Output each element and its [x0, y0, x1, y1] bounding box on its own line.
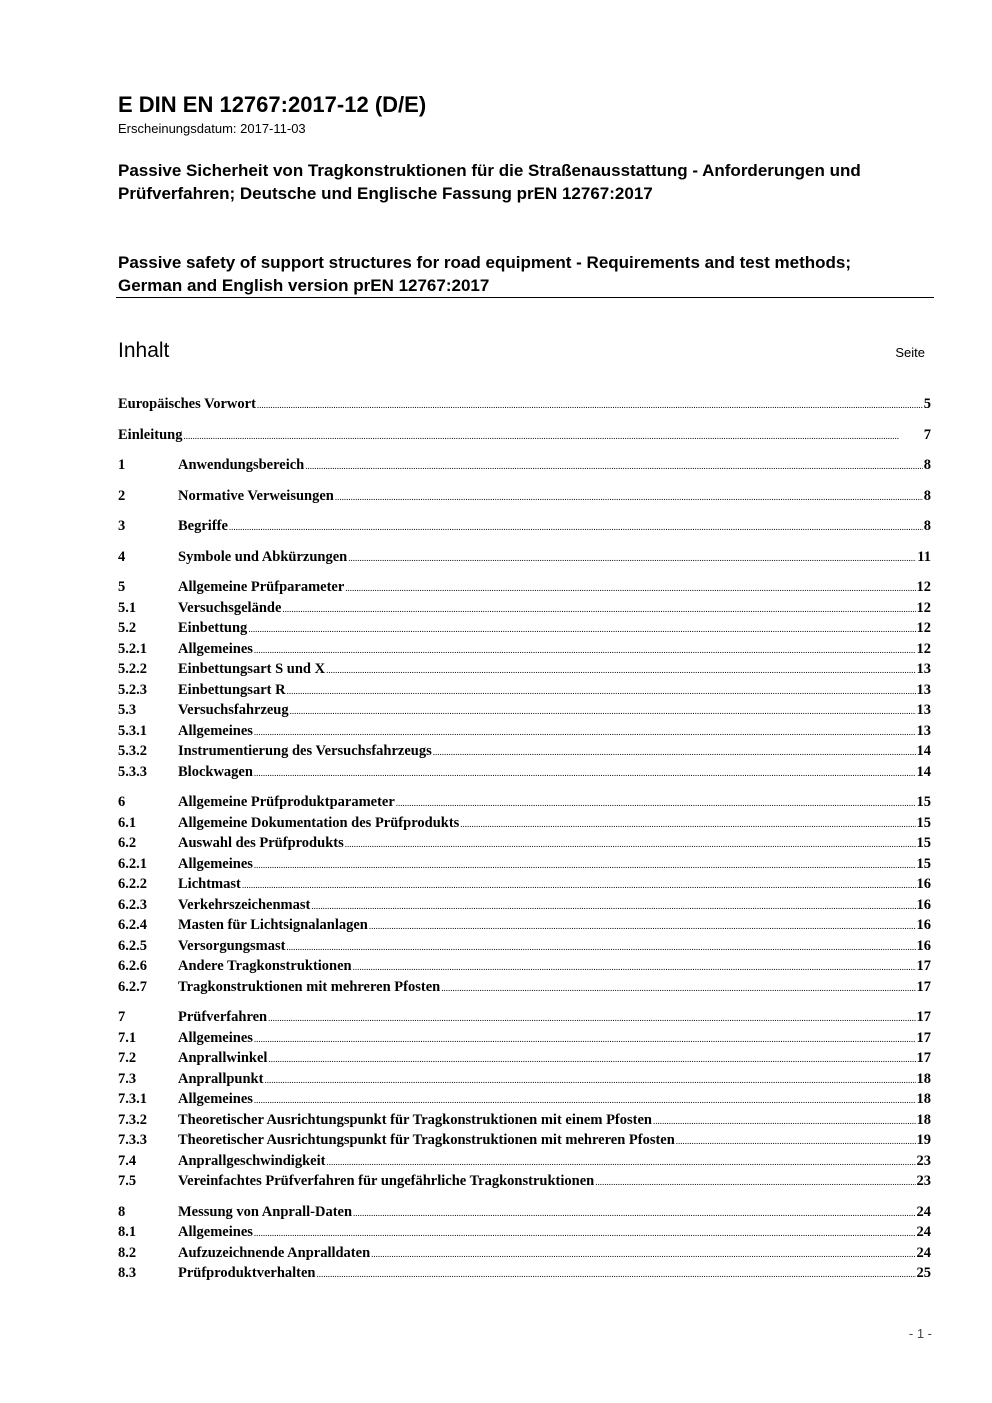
toc-entry-number: 7.3.2: [118, 1111, 147, 1128]
toc-entry-title: Instrumentierung des Versuchsfahrzeugs: [178, 743, 432, 759]
toc-dot-leader: [242, 875, 916, 896]
toc-entry-number: 7.1: [118, 1029, 137, 1046]
toc-dot-leader: [254, 763, 916, 784]
publication-date: Erscheinungsdatum: 2017-11-03: [118, 121, 306, 136]
toc-entry-title: Symbole und Abkürzungen: [178, 548, 348, 565]
toc-entry-number: 5.1: [118, 599, 137, 616]
toc-entry[interactable]: [118, 1130, 931, 1151]
toc-entry-title: Anprallgeschwindigkeit: [178, 1152, 326, 1169]
toc-entry-page: 8: [923, 518, 931, 534]
toc-dot-leader: [317, 1264, 916, 1285]
toc-entry-number: 6.2.7: [118, 978, 147, 995]
toc-dot-leader: [254, 1090, 916, 1111]
toc-entry[interactable]: [118, 1069, 931, 1090]
toc-entry-number: 5.2.2: [118, 661, 147, 677]
toc-dot-leader: [353, 1203, 915, 1224]
toc-dot-leader: [290, 701, 916, 722]
toc-entry-title: Masten für Lichtsignalanlagen: [178, 917, 368, 933]
toc-entry[interactable]: [118, 792, 931, 813]
toc-entry[interactable]: [118, 1202, 931, 1223]
toc-entry-page: 23: [916, 1173, 931, 1189]
toc-dot-leader: [595, 1172, 915, 1193]
toc-entry-title: Prüfverfahren: [178, 1009, 268, 1025]
toc-entry-number: 5.3.1: [118, 722, 147, 739]
toc-entry-page: 24: [916, 1244, 931, 1261]
toc-entry-title: Andere Tragkonstruktionen: [178, 958, 352, 974]
toc-dot-leader: [345, 578, 915, 599]
toc-entry-page: 15: [916, 814, 931, 831]
toc-entry-number: 8.1: [118, 1224, 137, 1240]
toc-dot-leader: [396, 793, 916, 814]
toc-dot-leader: [369, 916, 916, 937]
toc-entry[interactable]: [118, 915, 931, 936]
toc-entry-page: 12: [916, 640, 931, 657]
toc-entry-page: 14: [916, 763, 931, 780]
toc-dot-leader: [441, 978, 915, 999]
toc-dot-leader: [183, 426, 922, 447]
toc-entry-number: 1: [118, 457, 126, 473]
toc-entry[interactable]: [118, 1222, 931, 1243]
toc-entry-number: 7.3: [118, 1070, 137, 1087]
toc-entry[interactable]: [118, 977, 931, 998]
title-english: Passive safety of support structures for road equipment - Requirements and test methods; German and English version prEN 12767:2017: [118, 253, 852, 295]
toc-entry[interactable]: [118, 486, 931, 507]
toc-entry-number: 6.2.5: [118, 937, 147, 954]
toc-entry[interactable]: [118, 936, 931, 957]
toc-entry[interactable]: [118, 659, 931, 680]
toc-entry-title: Einbettung: [178, 620, 248, 636]
toc-entry-title: Allgemeines: [178, 722, 253, 739]
toc-entry[interactable]: [118, 547, 931, 568]
toc-dot-leader: [268, 1008, 915, 1029]
toc-entry-page: 18: [916, 1091, 931, 1107]
toc-entry-number: 8.2: [118, 1244, 137, 1261]
toc-entry-title: Allgemeine Prüfproduktparameter: [178, 794, 395, 810]
toc-entry[interactable]: [118, 1151, 931, 1172]
toc-dot-leader: [254, 1223, 916, 1244]
toc-entry-title: Einbettungsart R: [178, 681, 286, 698]
toc-entry[interactable]: [118, 1171, 931, 1192]
toc-entry-page: 12: [916, 579, 931, 595]
toc-entry-title: Tragkonstruktionen mit mehreren Pfosten: [178, 978, 441, 995]
toc-entry-title: Vereinfachtes Prüfverfahren für ungefährliche Tragkonstruktionen: [178, 1173, 595, 1189]
toc-dot-leader: [460, 814, 915, 835]
toc-entry-title: Einleitung: [118, 426, 183, 443]
toc-entry-number: 6.2.6: [118, 958, 147, 974]
toc-entry-number: 5.3: [118, 702, 137, 718]
toc-entry-title: Blockwagen: [178, 763, 253, 780]
toc-entry-page: 15: [916, 835, 931, 851]
toc-entry-page: 16: [916, 937, 931, 954]
toc-entry-number: 6.2: [118, 835, 137, 851]
toc-entry-number: 6.1: [118, 814, 137, 831]
toc-entry-title: Allgemeines: [178, 1029, 253, 1046]
toc-entry-number: 8.3: [118, 1265, 137, 1281]
toc-entry-number: 8: [118, 1203, 126, 1220]
toc-entry[interactable]: [118, 833, 931, 854]
toc-entry-page: 17: [916, 958, 931, 974]
toc-entry-number: 2: [118, 487, 126, 504]
toc-entry-title: Begriffe: [178, 518, 228, 534]
toc-entry-page: 19: [916, 1132, 931, 1148]
toc-entry-number: 6: [118, 794, 126, 810]
toc-dot-leader: [264, 1070, 915, 1091]
toc-entry-number: 6.2.2: [118, 876, 147, 892]
toc-entry-number: 7.3.1: [118, 1091, 147, 1107]
toc-entry-title: Theoretischer Ausrichtungspunkt für Tragkonstruktionen mit einem Pfosten: [178, 1111, 652, 1128]
toc-dot-leader: [345, 834, 916, 855]
toc-entry[interactable]: [118, 854, 931, 875]
toc-entry-title: Allgemeine Dokumentation des Prüfprodukts: [178, 814, 460, 831]
toc-entry-title: Anwendungsbereich: [178, 457, 305, 473]
toc-entry-page: 25: [916, 1265, 931, 1281]
toc-entry-title: Versuchsgelände: [178, 599, 282, 616]
toc-entry[interactable]: [118, 598, 931, 619]
toc-entry[interactable]: [118, 394, 931, 415]
toc-dot-leader: [254, 722, 916, 743]
toc-page-column-label: Seite: [895, 345, 925, 360]
toc-entry-number: 7.2: [118, 1050, 137, 1066]
toc-dot-leader: [353, 957, 916, 978]
page-number: - 1 -: [908, 1326, 932, 1341]
toc-entry-page: 7: [923, 426, 931, 443]
title-german: Passive Sicherheit von Tragkonstruktionen für die Straßenausstattung - Anforderungen und Prüfverfahren; Deutsche und Englische Fassung prEN 12767:2017: [118, 161, 861, 203]
toc-entry[interactable]: [118, 618, 931, 639]
toc-entry-title: Allgemeine Prüfparameter: [178, 579, 345, 595]
toc-entry[interactable]: [118, 700, 931, 721]
toc-entry[interactable]: [118, 1089, 931, 1110]
toc-entry-page: 12: [916, 599, 931, 616]
toc-entry-page: 15: [916, 794, 931, 810]
toc-entry[interactable]: [118, 813, 931, 834]
toc-entry-title: Allgemeines: [178, 855, 253, 872]
toc-entry-page: 5: [923, 396, 931, 412]
toc-entry-page: 24: [916, 1224, 931, 1240]
toc-entry-title: Versorgungsmast: [178, 937, 286, 954]
toc-dot-leader: [254, 640, 916, 661]
toc-dot-leader: [326, 1152, 915, 1173]
toc-entry-page: 18: [916, 1111, 931, 1128]
toc-entry[interactable]: [118, 1263, 931, 1284]
toc-dot-leader: [348, 548, 916, 569]
toc-dot-leader: [254, 855, 916, 876]
toc-entry-page: 13: [916, 661, 931, 677]
toc-dot-leader: [287, 681, 916, 702]
toc-entry-title: Einbettungsart S und X: [178, 661, 326, 677]
toc-entry-title: Aufzuzeichnende Anpralldaten: [178, 1244, 371, 1261]
toc-entry-number: 7.3.3: [118, 1132, 147, 1148]
toc-entry-page: 12: [916, 620, 931, 636]
toc-entry-title: Verkehrszeichenmast: [178, 896, 311, 913]
toc-dot-leader: [305, 456, 923, 477]
toc-dot-leader: [229, 517, 923, 538]
toc-entry[interactable]: [118, 639, 931, 660]
toc-dot-leader: [676, 1131, 916, 1152]
toc-entry-page: 17: [916, 1050, 931, 1066]
toc-entry[interactable]: [118, 741, 931, 762]
toc-entry[interactable]: [118, 425, 931, 446]
toc-entry-title: Lichtmast: [178, 876, 241, 892]
toc-entry[interactable]: [118, 721, 931, 742]
toc-entry[interactable]: [118, 516, 931, 537]
toc-entry[interactable]: [118, 680, 931, 701]
toc-entry-number: 7: [118, 1009, 126, 1025]
toc-entry-page: 15: [916, 855, 931, 872]
toc-entry-page: 24: [916, 1203, 931, 1220]
toc-entry[interactable]: [118, 1110, 931, 1131]
toc-dot-leader: [433, 742, 916, 763]
toc-entry-page: 23: [916, 1152, 931, 1169]
toc-entry-page: 11: [917, 548, 931, 565]
toc-entry-title: Normative Verweisungen: [178, 487, 334, 504]
toc-entry-title: Allgemeines: [178, 640, 253, 657]
toc-entry-number: 6.2.4: [118, 917, 147, 933]
toc-dot-leader: [257, 395, 923, 416]
toc-entry-number: 5.2.3: [118, 681, 147, 698]
toc-entry-page: 17: [916, 1009, 931, 1025]
toc-entry[interactable]: [118, 874, 931, 895]
toc-dot-leader: [311, 896, 915, 917]
toc-entry-page: 17: [916, 978, 931, 995]
toc-entry-title: Theoretischer Ausrichtungspunkt für Tragkonstruktionen mit mehreren Pfosten: [178, 1132, 675, 1148]
toc-entry-page: 8: [923, 487, 931, 504]
toc-entry-title: Prüfproduktverhalten: [178, 1265, 316, 1281]
toc-entry-number: 5.3.3: [118, 763, 147, 780]
toc-entry-page: 13: [916, 681, 931, 698]
table-of-contents: [118, 394, 931, 1284]
toc-entry-number: 6.2.3: [118, 896, 147, 913]
toc-dot-leader: [248, 619, 915, 640]
toc-dot-leader: [268, 1049, 915, 1070]
title-divider: [116, 297, 934, 298]
toc-entry[interactable]: [118, 455, 931, 476]
toc-entry-page: 16: [916, 917, 931, 933]
toc-entry-number: 5: [118, 579, 126, 595]
toc-entry-page: 14: [916, 743, 931, 759]
toc-dot-leader: [286, 937, 915, 958]
toc-entry[interactable]: [118, 956, 931, 977]
toc-entry-title: Allgemeines: [178, 1224, 253, 1240]
toc-entry[interactable]: [118, 1028, 931, 1049]
toc-entry-number: 5.3.2: [118, 743, 147, 759]
toc-entry-title: Europäisches Vorwort: [118, 396, 256, 412]
toc-entry-number: 4: [118, 548, 126, 565]
toc-entry-page: 13: [916, 722, 931, 739]
toc-entry[interactable]: [118, 577, 931, 598]
toc-entry-title: Versuchsfahrzeug: [178, 702, 289, 718]
toc-entry[interactable]: [118, 895, 931, 916]
toc-entry-title: Messung von Anprall-Daten: [178, 1203, 353, 1220]
toc-dot-leader: [326, 660, 915, 681]
toc-dot-leader: [335, 487, 923, 508]
toc-entry[interactable]: [118, 1243, 931, 1264]
toc-entry-number: 5.2.1: [118, 640, 147, 657]
toc-entry[interactable]: [118, 762, 931, 783]
toc-entry-page: 16: [916, 876, 931, 892]
toc-dot-leader: [371, 1244, 915, 1265]
toc-entry-number: 3: [118, 518, 126, 534]
toc-entry-page: 16: [916, 896, 931, 913]
toc-entry-number: 5.2: [118, 620, 137, 636]
toc-entry-page: 17: [916, 1029, 931, 1046]
toc-heading: Inhalt: [118, 339, 170, 362]
toc-entry-title: Anprallwinkel: [178, 1050, 268, 1066]
toc-entry-page: 8: [923, 457, 931, 473]
toc-entry-title: Anprallpunkt: [178, 1070, 264, 1087]
toc-entry-page: 18: [916, 1070, 931, 1087]
toc-dot-leader: [653, 1111, 916, 1132]
toc-dot-leader: [282, 599, 915, 620]
toc-entry-number: 7.5: [118, 1173, 137, 1189]
toc-entry[interactable]: [118, 1007, 931, 1028]
toc-entry-page: 13: [916, 702, 931, 718]
toc-entry-title: Auswahl des Prüfprodukts: [178, 835, 344, 851]
toc-entry-number: 7.4: [118, 1152, 137, 1169]
toc-entry-title: Allgemeines: [178, 1091, 253, 1107]
toc-dot-leader: [254, 1029, 916, 1050]
toc-entry-number: 6.2.1: [118, 855, 147, 872]
document-id: E DIN EN 12767:2017-12 (D/E): [118, 92, 427, 117]
toc-entry[interactable]: [118, 1048, 931, 1069]
